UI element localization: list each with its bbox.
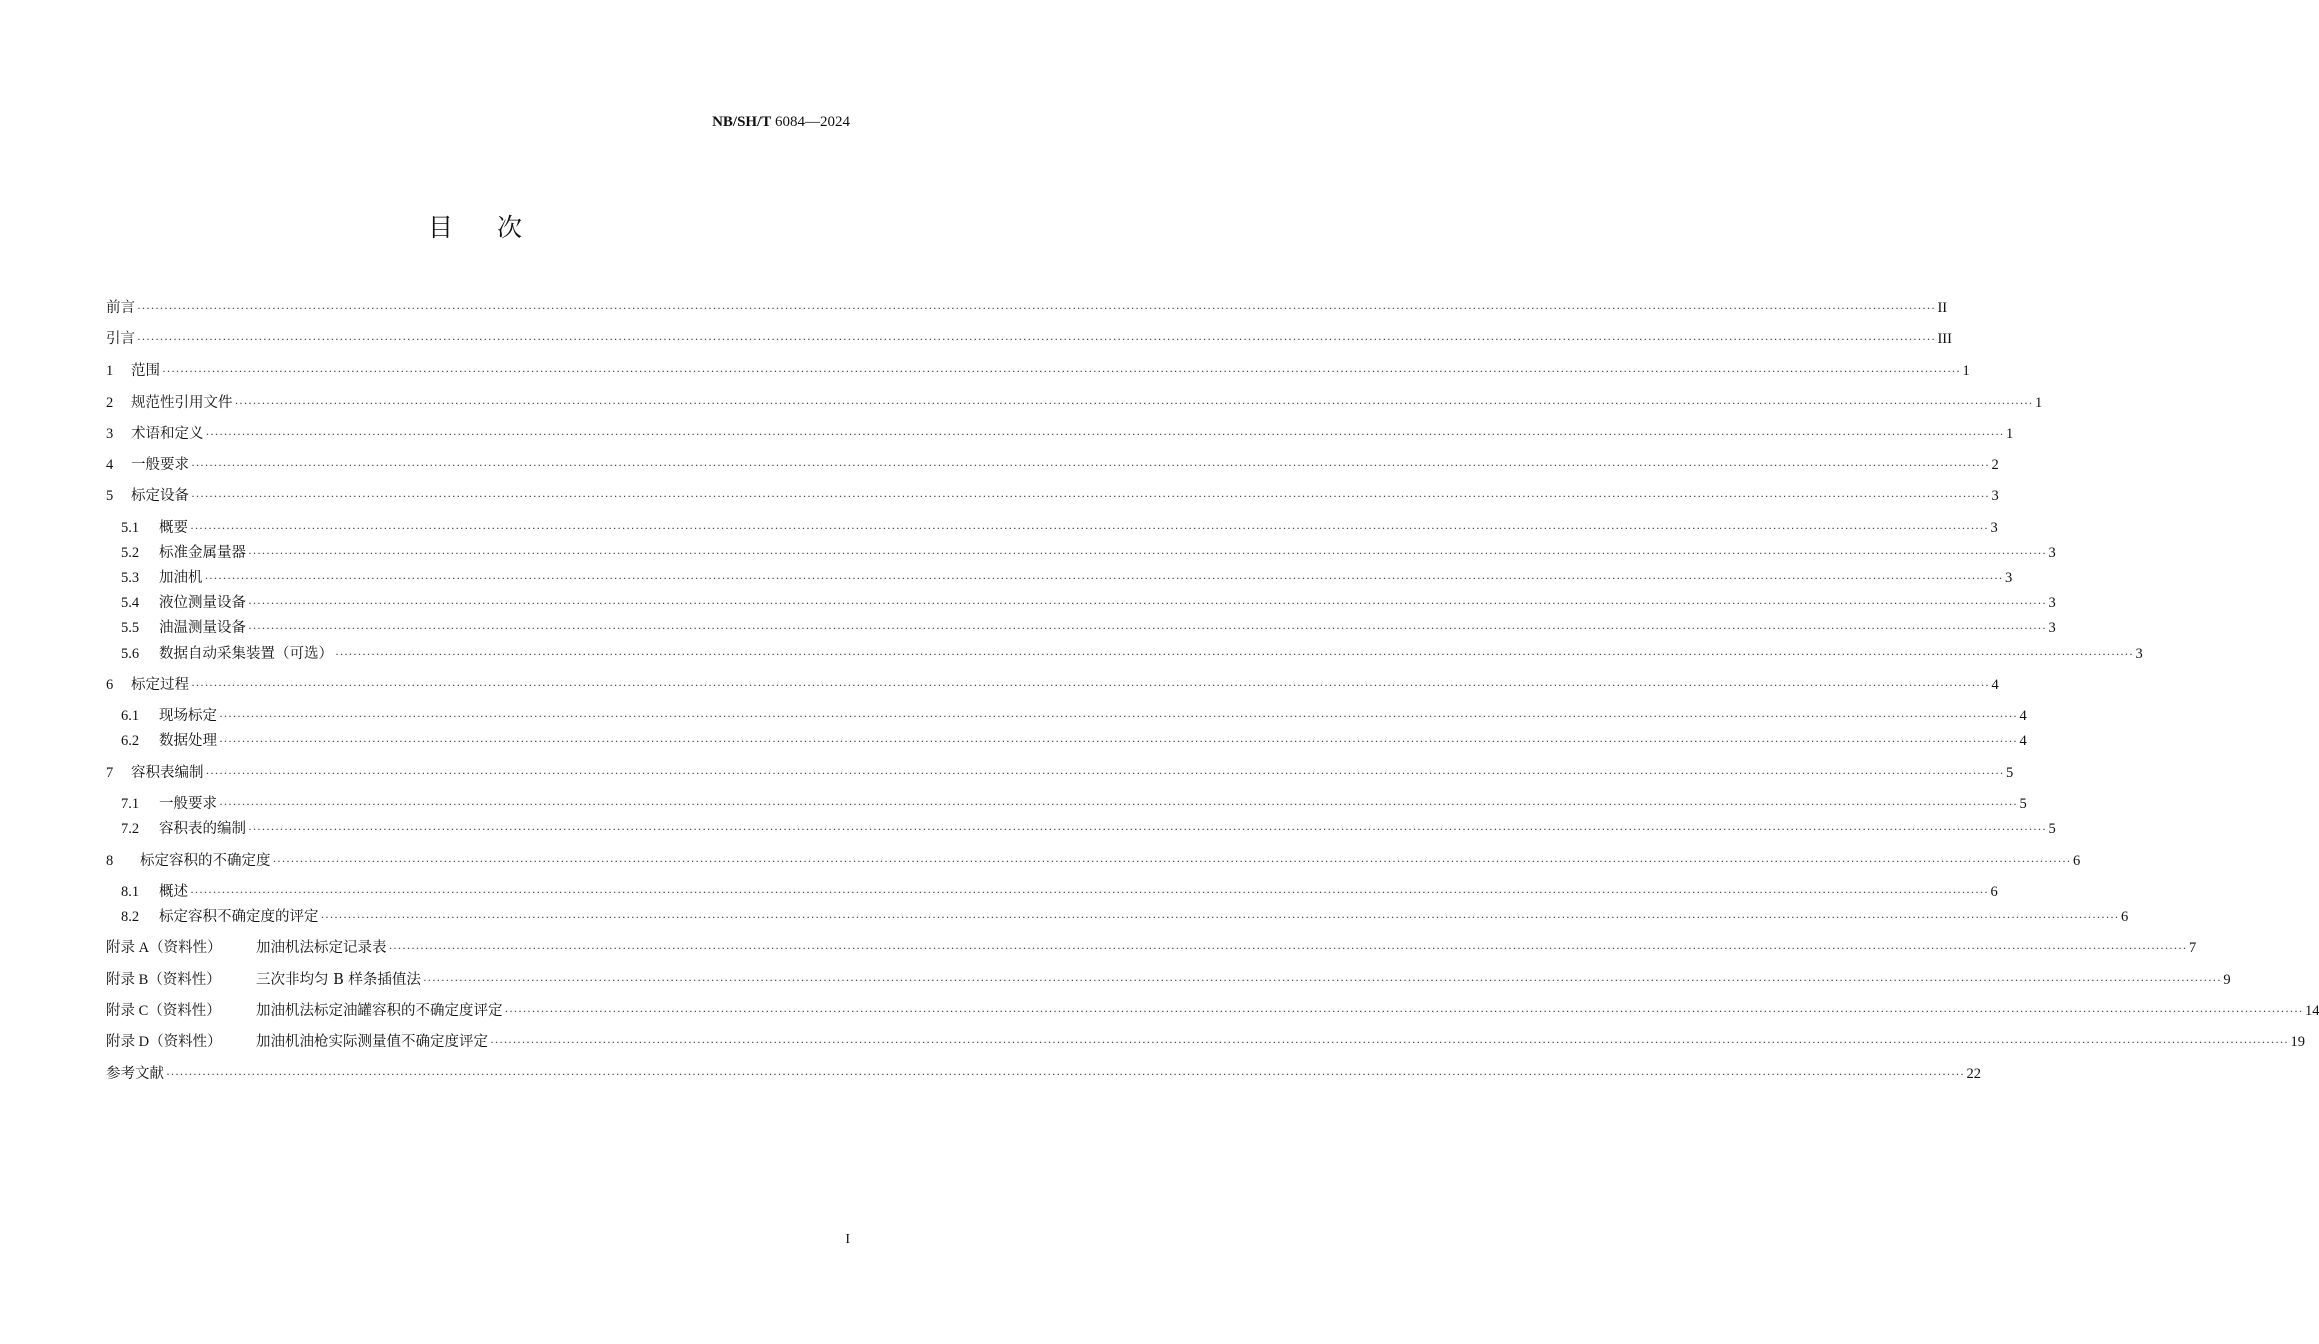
toc-entry-page: 1 [1962, 363, 1970, 379]
toc-entry-number: 4 [106, 457, 114, 473]
toc-entry-label: 现场标定 [159, 708, 217, 724]
toc-entry-number: 5.1 [121, 520, 140, 536]
toc-entry-label: 前言 [106, 300, 135, 316]
toc-entry-page: 7 [2188, 940, 2197, 956]
page-number: I [845, 1232, 850, 1247]
toc-entry-page: 3 [2048, 595, 2056, 611]
toc-entry-page: 9 [2223, 972, 2231, 988]
toc-entry-page: 3 [2004, 570, 2013, 586]
toc-entry-number: 1 [106, 363, 114, 379]
toc-entry-label: 规范性引用文件 [131, 395, 233, 411]
toc-entry[interactable] [121, 881, 1998, 903]
toc-entry[interactable] [121, 592, 2056, 614]
toc-leader-dots: ················································································································································································································································································································································································································ [272, 854, 2071, 868]
toc-entry-page: 3 [1991, 488, 1999, 504]
toc-entry-page: 5 [2048, 821, 2056, 837]
toc-entry-label: 三次非均匀 B 样条插值法 [256, 972, 421, 988]
toc-entry[interactable] [121, 567, 2013, 589]
toc-entry-page: 1 [2005, 426, 2014, 442]
toc-entry-number: 附录 B（资料性） [106, 972, 221, 988]
toc-entry-label: 标准金属量器 [159, 545, 246, 561]
toc-entry-number: 7 [106, 765, 114, 781]
toc-entry-number: 8 [106, 853, 114, 869]
toc-entry[interactable] [106, 937, 2197, 959]
toc-entry-label: 加油机法标定油罐容积的不确定度评定 [256, 1003, 503, 1019]
toc-entry[interactable] [106, 328, 1952, 350]
toc-entry-label: 液位测量设备 [159, 595, 246, 611]
toc-entry-label: 加油机 [159, 570, 203, 586]
toc-entry-number: 6.2 [121, 733, 140, 749]
toc-leader-dots: ················································································································································································································································································································································································································ [248, 621, 2047, 635]
toc-leader-dots: ················································································································································································································································································································································································································ [248, 596, 2047, 610]
toc-entry-number: 5.3 [121, 570, 140, 586]
toc-entry-page: 1 [2034, 395, 2043, 411]
page-title: 目次 [427, 213, 566, 242]
toc-leader-dots: ················································································································································································································································································································································································································ [335, 647, 2134, 661]
toc-entry-number: 5.2 [121, 545, 140, 561]
toc-entry[interactable] [106, 297, 1948, 319]
toc-entry-label: 概述 [159, 884, 188, 900]
toc-entry-number: 3 [106, 426, 114, 442]
toc-leader-dots: ················································································································································································································································································································································································································ [190, 885, 1989, 899]
toc-entry-page: 4 [2019, 708, 2027, 724]
toc-entry-number: 5.5 [121, 620, 140, 636]
toc-entry-number: 附录 C（资料性） [106, 1003, 221, 1019]
toc-entry-label: 概要 [159, 520, 188, 536]
toc-entry-page: II [1937, 300, 1948, 316]
toc-entry-number: 8.1 [121, 884, 140, 900]
toc-entry[interactable] [121, 705, 2027, 727]
toc-leader-dots: ················································································································································································································································································································································································································ [388, 941, 2187, 955]
toc-entry-label: 标定设备 [131, 488, 189, 504]
toc-entry-number: 6 [106, 677, 114, 693]
toc-leader-dots: ················································································································································································································································································································································································································ [248, 822, 2047, 836]
toc-entry[interactable] [121, 906, 2129, 928]
toc-entry-label: 引言 [106, 331, 135, 347]
toc-leader-dots: ················································································································································································································································································································································································································ [504, 1004, 2303, 1018]
toc-entry[interactable] [121, 542, 2056, 564]
toc-entry[interactable] [106, 423, 2014, 445]
toc-entry[interactable] [106, 485, 1999, 507]
toc-entry-page: 3 [2048, 545, 2056, 561]
toc-entry[interactable] [106, 1000, 2319, 1022]
toc-entry-page: 6 [1990, 884, 1998, 900]
toc-entry-number: 附录 D（资料性） [106, 1034, 222, 1050]
toc-leader-dots: ················································································································································································································································································································································································································ [190, 521, 1989, 535]
standard-code [712, 114, 850, 131]
toc-entry-page: 19 [2290, 1034, 2305, 1050]
toc-entry-label: 加油机法标定记录表 [256, 940, 387, 956]
toc-leader-dots: ················································································································································································································································································································································································································ [205, 766, 2004, 780]
toc-leader-dots: ················································································································································································································································································································································································································ [248, 546, 2047, 560]
toc-entry[interactable] [121, 730, 2027, 752]
toc-entry-page: 5 [2005, 765, 2014, 781]
toc-entry-page: 6 [2072, 853, 2081, 869]
toc-entry-label: 术语和定义 [131, 426, 204, 442]
toc-entry-number: 5.6 [121, 646, 140, 662]
toc-entry-number: 2 [106, 395, 114, 411]
toc-entry-label: 范围 [131, 363, 160, 379]
toc-entry[interactable] [106, 1063, 1981, 1085]
toc-entry-page: 2 [1991, 457, 1999, 473]
toc-leader-dots: ················································································································································································································································································································································································································ [137, 301, 1936, 315]
toc-entry[interactable] [121, 517, 1998, 539]
toc-leader-dots: ················································································································································································································································································································································································································ [166, 1067, 1965, 1081]
toc-leader-dots: ················································································································································································································································································································································································································ [490, 1035, 2289, 1049]
toc-entry-label: 标定容积不确定度的评定 [159, 909, 319, 925]
toc-entry-label: 一般要求 [159, 796, 217, 812]
toc-entry-label: 标定过程 [131, 677, 189, 693]
toc-entry-number: 5 [106, 488, 114, 504]
toc-entry-label: 容积表编制 [131, 765, 204, 781]
toc-leader-dots: ················································································································································································································································································································································································································ [219, 734, 2018, 748]
toc-entry-number: 7.1 [121, 796, 140, 812]
toc-leader-dots: ················································································································································································································································································································································································································ [191, 458, 1990, 472]
toc-leader-dots: ················································································································································································································································································································································································································ [137, 332, 1936, 346]
toc-entry[interactable] [106, 969, 2231, 991]
toc-entry[interactable] [121, 643, 2143, 665]
toc-entry[interactable] [106, 762, 2014, 784]
toc-entry[interactable] [106, 674, 1999, 696]
toc-leader-dots: ················································································································································································································································································································································································································ [205, 427, 2004, 441]
toc-entry-number: 5.4 [121, 595, 140, 611]
toc-leader-dots: ················································································································································································································································································································································································································ [162, 364, 1961, 378]
toc-leader-dots: ················································································································································································································································································································································································································ [191, 489, 1990, 503]
toc-leader-dots: ················································································································································································································································································································································································································ [234, 396, 2033, 410]
toc-leader-dots: ················································································································································································································································································································································································································ [191, 678, 1990, 692]
toc-entry[interactable] [121, 818, 2056, 840]
toc-entry-label: 数据自动采集装置（可选） [159, 646, 333, 662]
toc-entry-label: 容积表的编制 [159, 821, 246, 837]
toc-leader-dots: ················································································································································································································································································································································································································ [320, 910, 2119, 924]
toc-entry[interactable] [106, 360, 1970, 382]
toc-entry-label: 一般要求 [131, 457, 189, 473]
toc-entry[interactable] [121, 793, 2027, 815]
toc-entry-label: 标定容积的不确定度 [140, 853, 271, 869]
toc-entry-label: 油温测量设备 [159, 620, 246, 636]
toc-entry-page: 22 [1966, 1066, 1981, 1082]
toc-entry[interactable] [106, 454, 1999, 476]
toc-entry[interactable] [106, 392, 2043, 414]
toc-entry-page: 3 [2135, 646, 2143, 662]
toc-entry-page: 3 [1990, 520, 1998, 536]
toc-entry[interactable] [106, 850, 2081, 872]
toc-entry-number: 附录 A（资料性） [106, 940, 222, 956]
toc-entry-label: 参考文献 [106, 1066, 164, 1082]
toc-entry-page: 6 [2120, 909, 2129, 925]
toc-entry-page: 5 [2019, 796, 2027, 812]
toc-entry-number: 7.2 [121, 821, 140, 837]
toc-entry-page: 3 [2048, 620, 2056, 636]
toc-entry-page: 14 [2304, 1003, 2319, 1019]
toc-entry-page: 4 [2019, 733, 2027, 749]
toc-entry-label: 加油机油枪实际测量值不确定度评定 [256, 1034, 488, 1050]
toc-entry[interactable] [106, 1031, 2305, 1053]
toc-entry-page: 4 [1991, 677, 1999, 693]
standard-code-prefix: NB/SH/T [712, 114, 772, 130]
toc-leader-dots: ················································································································································································································································································································································································································ [219, 797, 2018, 811]
toc-entry-number: 8.2 [121, 909, 140, 925]
toc-leader-dots: ················································································································································································································································································································································································································ [219, 709, 2018, 723]
toc-leader-dots: ················································································································································································································································································································································································································ [204, 571, 2003, 585]
toc-entry-number: 6.1 [121, 708, 140, 724]
toc-entry-page: III [1937, 331, 1952, 347]
toc-entry-label: 数据处理 [159, 733, 217, 749]
standard-code-number: 6084—2024 [775, 114, 850, 130]
toc-leader-dots: ················································································································································································································································································································································································································ [422, 973, 2222, 987]
toc-entry[interactable] [121, 617, 2056, 639]
